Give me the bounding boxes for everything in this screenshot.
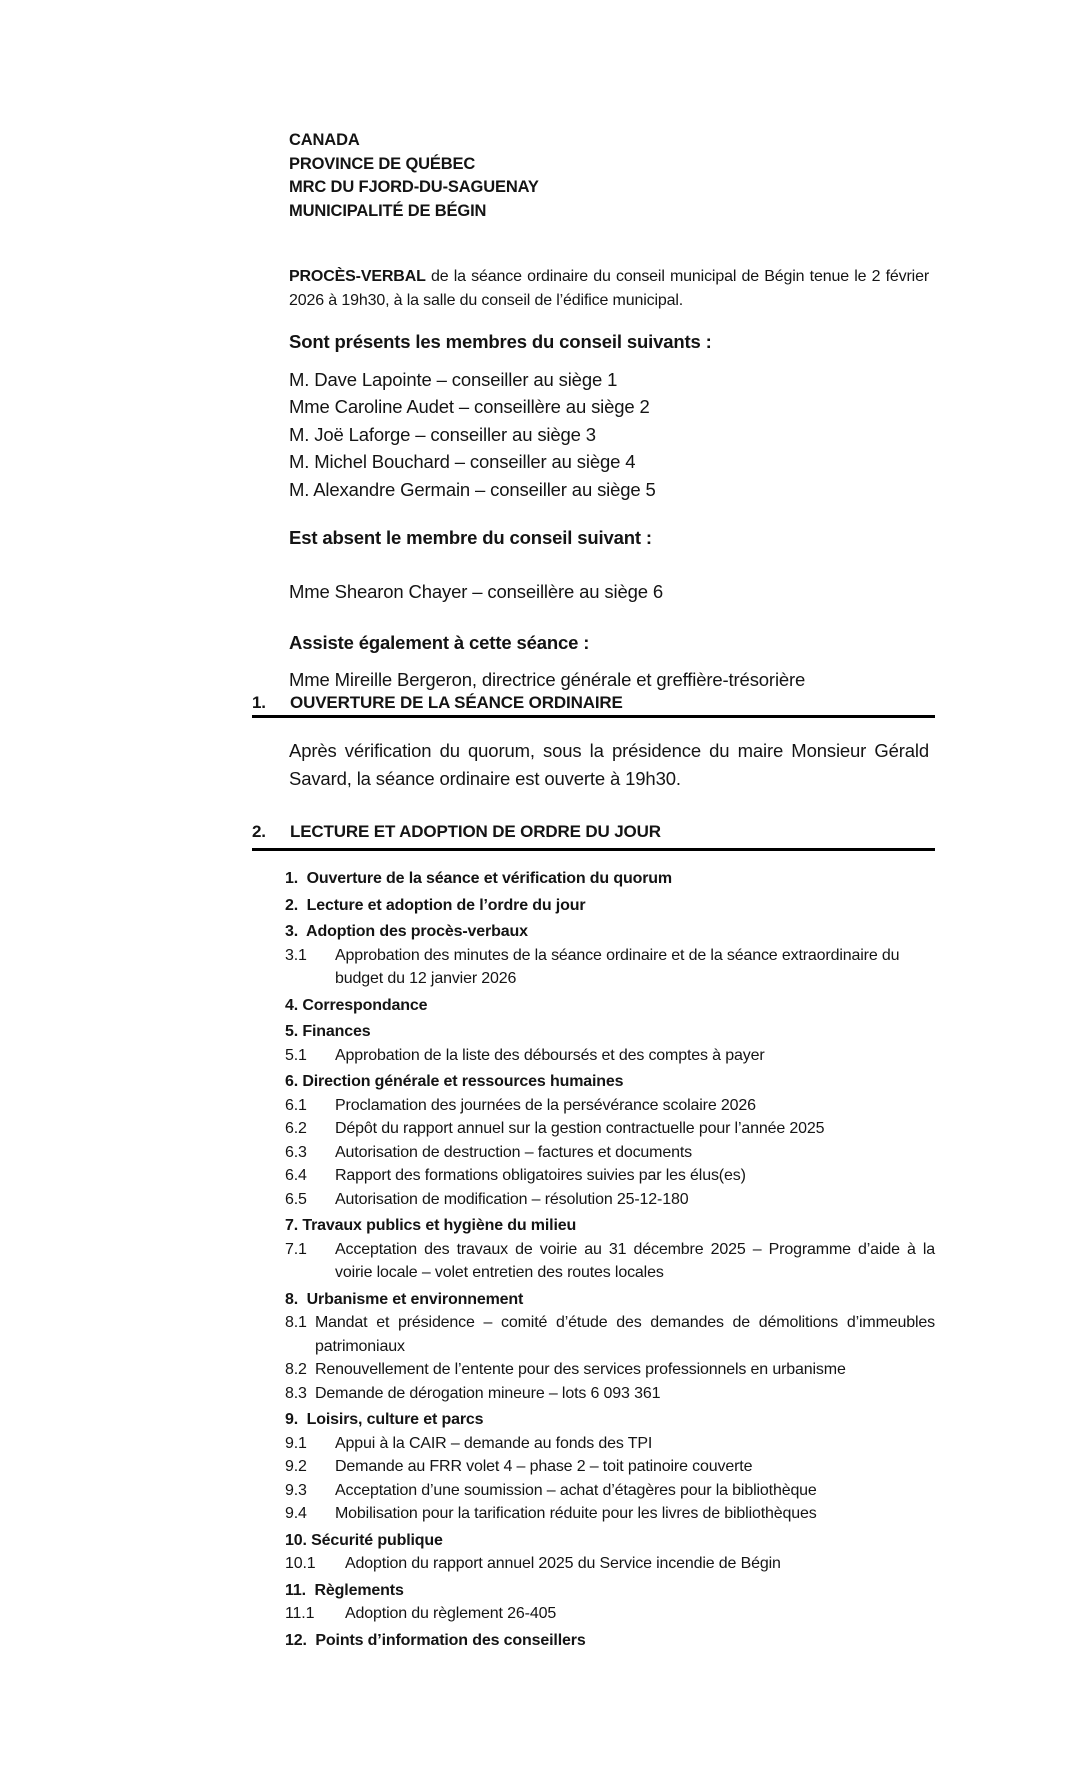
also-attending-heading: Assiste également à cette séance : xyxy=(289,632,590,653)
agenda-sub-number: 3.1 xyxy=(285,946,307,964)
agenda-sub-number: 8.3 xyxy=(285,1384,307,1402)
agenda-sub-text: Mandat et présidence – comité d’étude des demandes de démolitions d’immeubles patrimoniaux xyxy=(315,1314,935,1355)
member-line: Mme Caroline Audet – conseillère au siège 2 xyxy=(289,396,650,417)
agenda-sub-text: Adoption du règlement 26-405 xyxy=(345,1605,557,1622)
header-line-mrc: MRC DU FJORD-DU-SAGUENAY xyxy=(289,178,539,196)
agenda-sub-text: Dépôt du rapport annuel sur la gestion contractuelle pour l’année 2025 xyxy=(335,1120,825,1137)
agenda-sub-text: Autorisation de modification – résolution 25-12-180 xyxy=(335,1190,689,1208)
section-1-title: OUVERTURE DE LA SÉANCE ORDINAIRE xyxy=(290,693,623,712)
present-members-list xyxy=(289,366,1088,504)
section-2-number: 2. xyxy=(252,822,266,841)
agenda-sub-item-5-1 xyxy=(285,1044,935,1068)
agenda-sub-item-11-1 xyxy=(285,1602,935,1626)
member-line: M. Alexandre Germain – conseiller au siège 5 xyxy=(289,478,656,500)
agenda-sub-item-10-1 xyxy=(285,1552,935,1576)
agenda-sub-text: Mobilisation pour la tarification réduite pour les livres de bibliothèques xyxy=(335,1505,817,1522)
agenda-main-item-3: 3. Adoption des procès-verbaux xyxy=(285,923,528,940)
agenda-sub-item-6-2 xyxy=(285,1117,935,1141)
member-line: M. Joë Laforge – conseiller au siège 3 xyxy=(289,423,596,445)
absent-heading: Est absent le membre du conseil suivant : xyxy=(289,527,652,548)
member-line: M. Dave Lapointe – conseiller au siège 1 xyxy=(289,368,618,390)
agenda-sub-item-8-3 xyxy=(285,1382,935,1406)
section-1-heading xyxy=(252,693,935,718)
agenda-sub-text: Acceptation d’une soumission – achat d’étagères pour la bibliothèque xyxy=(335,1481,817,1499)
also-attending-person-line: Mme Mireille Bergeron, directrice générale et greffière-trésorière xyxy=(289,668,806,690)
section-1-number: 1. xyxy=(252,693,266,712)
agenda-sub-number: 9.1 xyxy=(285,1434,307,1452)
agenda-sub-text: Rapport des formations obligatoires suivies par les élus(es) xyxy=(335,1167,746,1184)
header-line-province: PROVINCE DE QUÉBEC xyxy=(289,154,476,173)
agenda-sub-item-7-1 xyxy=(285,1238,935,1285)
agenda-list xyxy=(285,867,935,1652)
agenda-sub-text: Renouvellement de l’entente pour des services professionnels en urbanisme xyxy=(315,1361,846,1378)
agenda-sub-number: 10.1 xyxy=(285,1555,316,1572)
agenda-sub-number: 9.2 xyxy=(285,1458,307,1475)
agenda-sub-text: Proclamation des journées de la persévérance scolaire 2026 xyxy=(335,1096,756,1114)
agenda-sub-item-6-1 xyxy=(285,1094,935,1118)
agenda-sub-item-9-1 xyxy=(285,1432,935,1456)
agenda-main-item-12: 12. Points d’information des conseillers xyxy=(285,1631,586,1649)
agenda-main-item-7: 7. Travaux publics et hygiène du milieu xyxy=(285,1217,577,1234)
absent-member-line: Mme Shearon Chayer – conseillère au siège 6 xyxy=(289,580,664,602)
header-line-municipalite: MUNICIPALITÉ DE BÉGIN xyxy=(289,201,487,220)
agenda-sub-item-6-5 xyxy=(285,1188,935,1212)
agenda-main-item-10: 10. Sécurité publique xyxy=(285,1531,443,1549)
agenda-sub-text: Appui à la CAIR – demande au fonds des TPI xyxy=(335,1434,653,1452)
intro-paragraph xyxy=(289,265,929,312)
member-line: M. Michel Bouchard – conseiller au siège 4 xyxy=(289,451,636,472)
agenda-main-item-4: 4. Correspondance xyxy=(285,996,428,1014)
intro-paragraph-text: de la séance ordinaire du conseil municipal de Bégin tenue le 2 février 2026 à 19h30, à la salle du conseil de l’édifice municipal. xyxy=(289,268,929,309)
agenda-sub-text: Adoption du rapport annuel 2025 du Service incendie de Bégin xyxy=(345,1555,781,1572)
agenda-sub-number: 6.1 xyxy=(285,1096,307,1114)
section-1-body-paragraph: Après vérification du quorum, sous la présidence du maire Monsieur Gérald Savard, la séance ordinaire est ouverte à 19h30. xyxy=(289,740,929,789)
document-header-block xyxy=(289,129,1088,223)
section-2-title: LECTURE ET ADOPTION DE ORDRE DU JOUR xyxy=(290,822,661,841)
agenda-sub-number: 8.2 xyxy=(285,1361,307,1378)
agenda-sub-text: Approbation des minutes de la séance ordinaire et de la séance extraordinaire du budget du 12 janvier 2026 xyxy=(335,946,900,987)
agenda-sub-item-3-1 xyxy=(285,944,935,991)
agenda-sub-number: 11.1 xyxy=(285,1605,315,1622)
agenda-main-item-11: 11. Règlements xyxy=(285,1581,404,1599)
agenda-main-item-9: 9. Loisirs, culture et parcs xyxy=(285,1411,484,1428)
agenda-sub-number: 6.4 xyxy=(285,1167,307,1184)
agenda-main-item-8: 8. Urbanisme et environnement xyxy=(285,1290,524,1308)
agenda-sub-item-6-4 xyxy=(285,1164,935,1188)
agenda-sub-text: Demande de dérogation mineure – lots 6 093 361 xyxy=(315,1384,661,1402)
section-2-heading xyxy=(252,822,935,851)
agenda-sub-item-8-1 xyxy=(285,1311,935,1358)
agenda-sub-text: Demande au FRR volet 4 – phase 2 – toit patinoire couverte xyxy=(335,1458,753,1475)
agenda-sub-number: 5.1 xyxy=(285,1046,307,1064)
agenda-sub-number: 6.2 xyxy=(285,1120,307,1137)
agenda-sub-number: 9.3 xyxy=(285,1481,307,1499)
agenda-sub-item-9-4 xyxy=(285,1502,935,1526)
present-heading: Sont présents les membres du conseil suivants : xyxy=(289,331,712,352)
agenda-sub-text: Approbation de la liste des déboursés et des comptes à payer xyxy=(335,1046,765,1064)
agenda-sub-item-8-2 xyxy=(285,1358,935,1382)
agenda-sub-number: 8.1 xyxy=(285,1314,307,1331)
agenda-main-item-6: 6. Direction générale et ressources humaines xyxy=(285,1073,624,1090)
agenda-sub-number: 9.4 xyxy=(285,1505,307,1522)
agenda-sub-item-9-2 xyxy=(285,1455,935,1479)
proces-verbal-lead: PROCÈS-VERBAL xyxy=(289,268,426,285)
agenda-sub-item-9-3 xyxy=(285,1479,935,1503)
agenda-main-item-2: 2. Lecture et adoption de l’ordre du jour xyxy=(285,896,586,914)
agenda-main-item-1: 1. Ouverture de la séance et vérification du quorum xyxy=(285,870,672,887)
agenda-sub-text: Autorisation de destruction – factures et documents xyxy=(335,1143,692,1161)
agenda-main-item-5: 5. Finances xyxy=(285,1023,371,1040)
agenda-sub-number: 6.5 xyxy=(285,1190,307,1208)
header-line-canada: CANADA xyxy=(289,131,360,149)
agenda-sub-number: 6.3 xyxy=(285,1143,307,1161)
agenda-sub-text: Acceptation des travaux de voirie au 31 décembre 2025 – Programme d’aide à la voirie locale – volet entretien des routes locales xyxy=(335,1240,935,1281)
agenda-sub-number: 7.1 xyxy=(285,1240,307,1258)
agenda-sub-item-6-3 xyxy=(285,1141,935,1165)
